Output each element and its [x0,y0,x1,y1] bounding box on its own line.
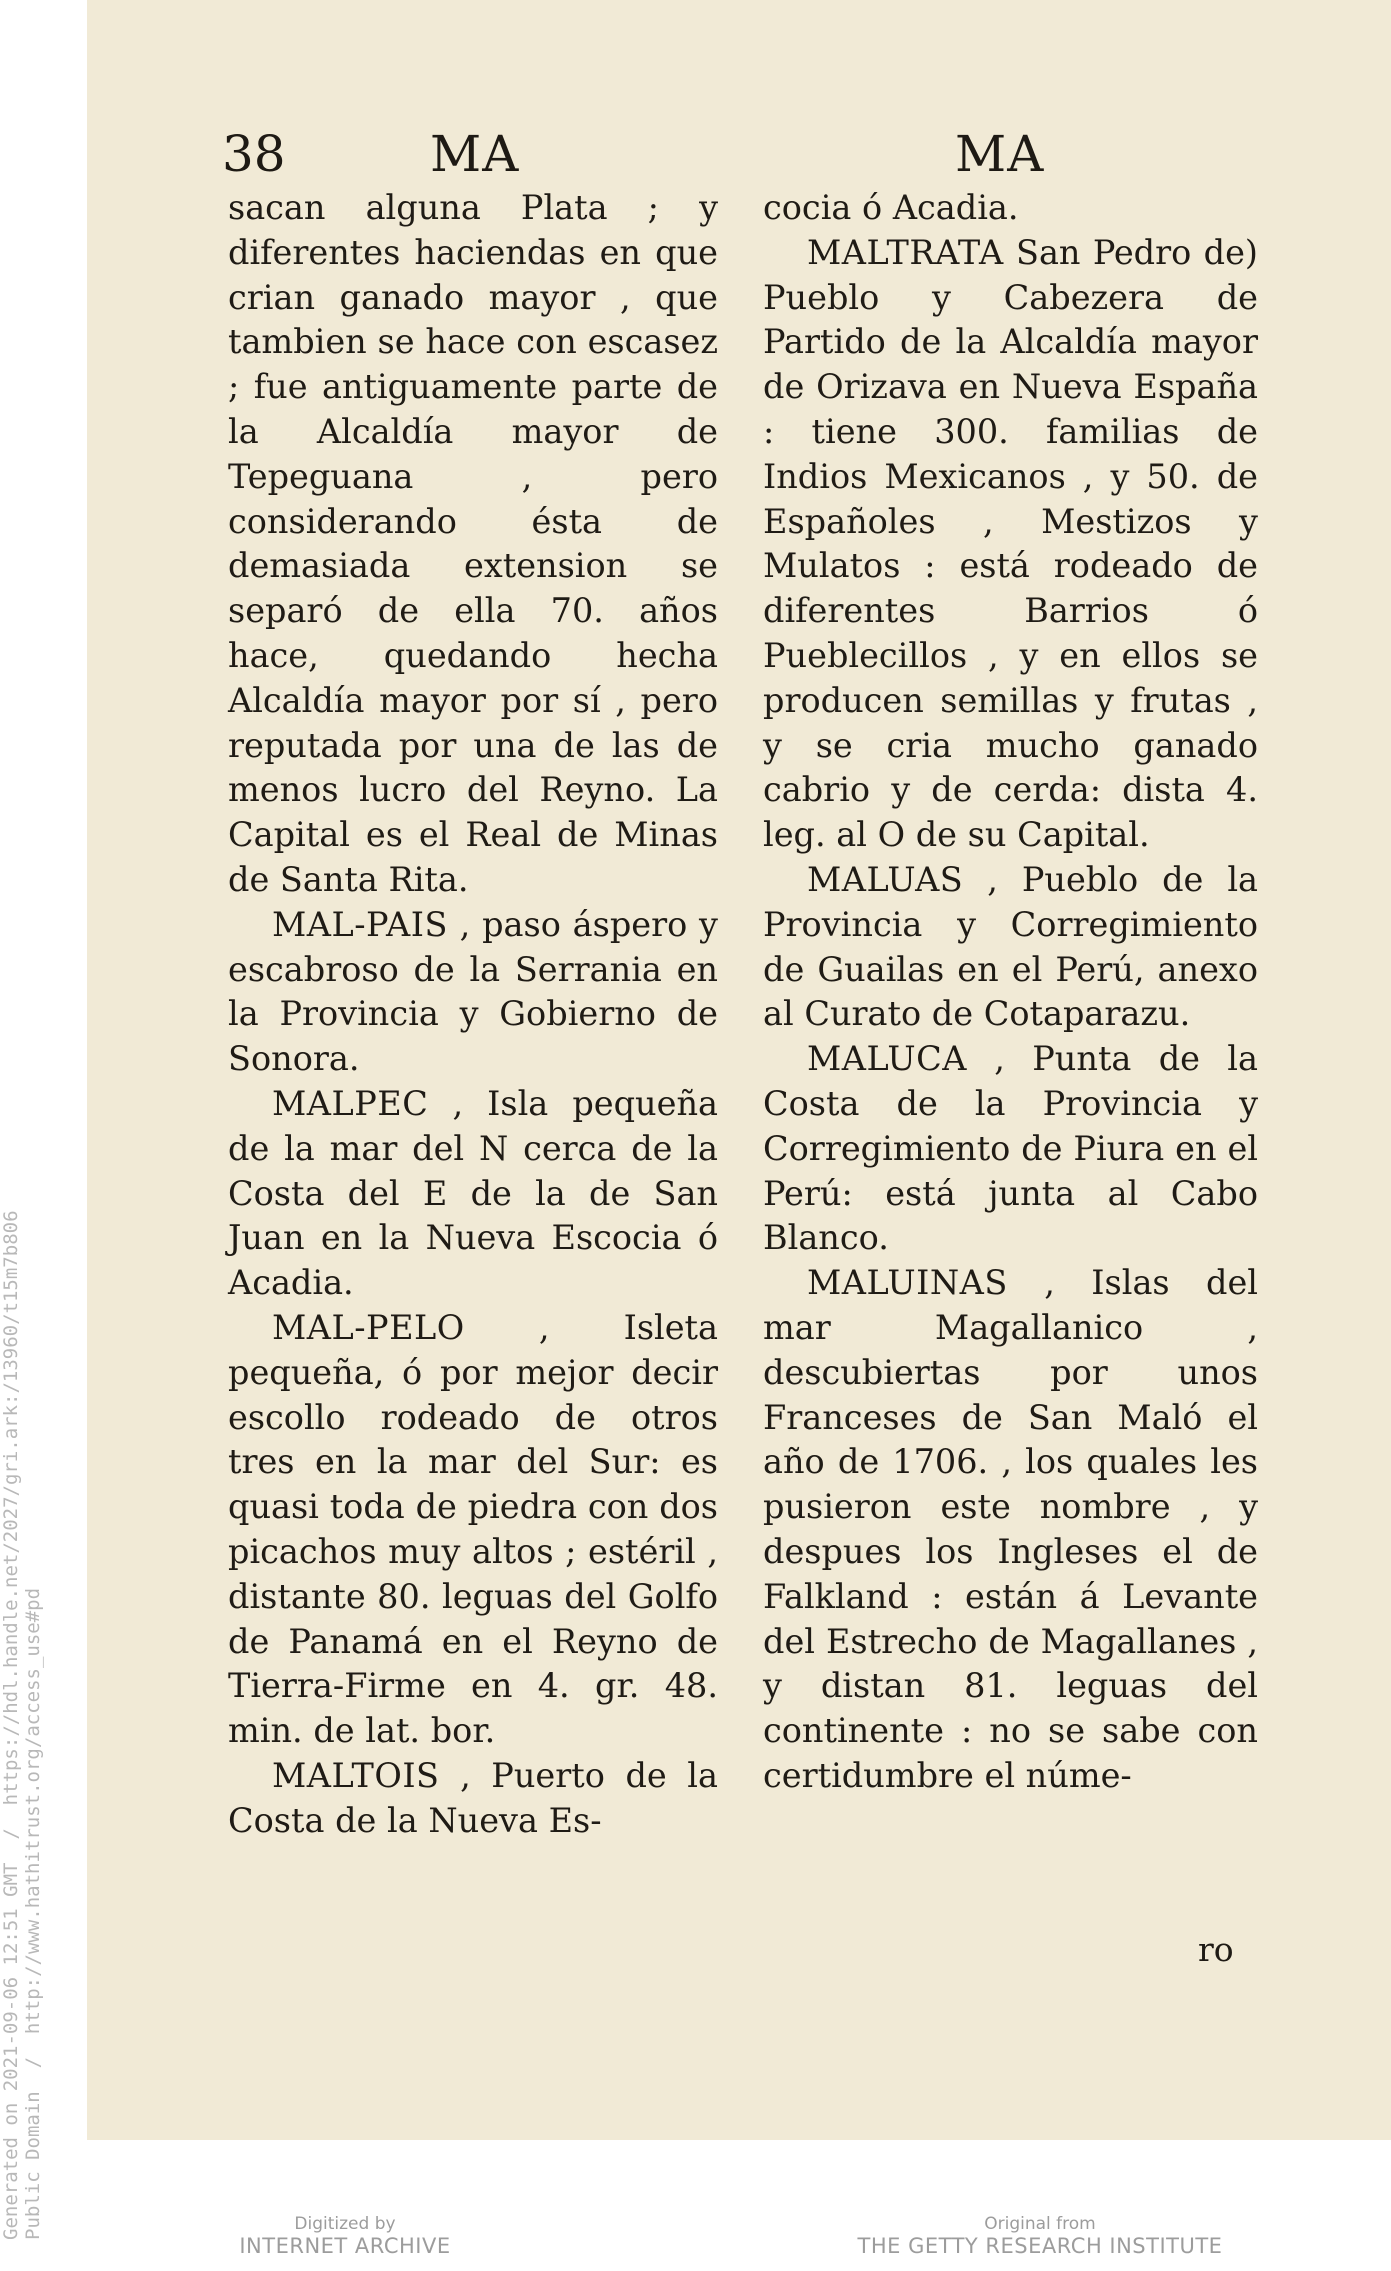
credit-label: Original from [984,2214,1096,2234]
entry-text: San Pedro de) Pueblo y Cabezera de Partido de la Alcaldía mayor de Orizava en Nueva España : tiene 300. familias de Indios Mexicanos , y 50. de Españoles , Mestizos y Mulatos : está rodeado de diferentes Barrios ó Pueblecillos , y en ellos se producen semillas y frutas , y se cria mucho ganado cabrio y de cerda: dista 4. leg. al O de su Capital. [763,232,1258,855]
digitized-by-credit [220,2214,470,2258]
entry-maluinas [763,1261,1258,1799]
entry-headword: MALPEC [272,1083,429,1123]
catchword: ro [1198,1930,1234,1969]
entry-text: , Pueblo de la Provincia y Corregimiento de Guailas en el Perú, anexo al Curato de Cotaparazu. [763,859,1258,1034]
entry-maluca [763,1037,1258,1261]
entry-text: , paso áspero y escabroso de la Serrania en la Provincia y Gobierno de Sonora. [228,904,718,1079]
entry-mal-pais [228,903,718,1082]
credit-label: Digitized by [294,2214,396,2234]
entry-mal-pelo [228,1306,718,1754]
credit-name: THE GETTY RESEARCH INSTITUTE [857,2234,1223,2258]
entry-headword: MALUINAS [807,1263,1008,1303]
entry-headword: MALTRATA [807,232,1004,272]
entry-malpec [228,1082,718,1306]
entry-headword: MALUAS [807,859,964,899]
entry-text: , Punta de la Costa de la Provincia y Corregimiento de Piura en el Perú: está junta al Cabo Blanco. [763,1039,1258,1258]
generation-stamp [0,1140,44,2240]
original-from-credit [840,2214,1240,2258]
page-number: 38 [222,125,286,183]
entry-headword: MAL-PAIS [272,904,448,944]
entry-maluas [763,858,1258,1037]
left-column [228,186,718,1843]
running-head-left: MA [430,125,520,183]
entry-maltois [228,1754,718,1844]
entry-headword: MALUCA [807,1039,967,1079]
entry-text: , Isleta pequeña, ó por mejor decir escollo rodeado de otros tres en la mar del Sur: es quasi toda de piedra con dos picachos muy altos ; estéril , distante 80. leguas del Golfo de Panamá en el Reyno de Tierra-Firme en 4. gr. 48. min. de lat. bor. [228,1307,718,1751]
entry-text: , Isla pequeña de la mar del N cerca de la Costa del E de la de San Juan en la Nueva Escocia ó Acadia. [228,1083,718,1303]
entry-text: , Islas del mar Magallanico , descubiertas por unos Franceses de San Maló el año de 1706. , los quales les pusieron este nombre , y despues los Ingleses el de Falkland : están á Levante del Estrecho de Magallanes , y distan 81. leguas del continente : no se sabe con certidumbre el núme- [763,1263,1258,1795]
stamp-line-2: Public Domain / http://www.hathitrust.org/access_use#pd [22,1587,44,2240]
running-head-right: MA [955,125,1045,183]
continued-text: sacan alguna Plata ; y diferentes haciendas en que crian ganado mayor , que tambien se hace con escasez ; fue antiguamente parte de la Alcaldía mayor de Tepeguana , pero considerando ésta de demasiada extension se separó de ella 70. años hace, quedando hecha Alcaldía mayor por sí , pero reputada por una de las de menos lucro del Reyno. La Capital es el Real de Minas de Santa Rita. [228,188,718,899]
entry-text: , Puerto de la Costa de la Nueva Es- [228,1755,718,1840]
stamp-line-1: Generated on 2021-09-06 12:51 GMT / https://hdl.handle.net/2027/gri.ark:/13960/t15m7b806 [0,1210,22,2240]
credit-name: INTERNET ARCHIVE [239,2234,451,2258]
entry-maltrata [763,231,1258,858]
entry-headword: MAL-PELO [272,1307,465,1347]
right-column [763,186,1258,1799]
continued-text: cocia ó Acadia. [763,188,1019,227]
entry-headword: MALTOIS [272,1755,440,1795]
